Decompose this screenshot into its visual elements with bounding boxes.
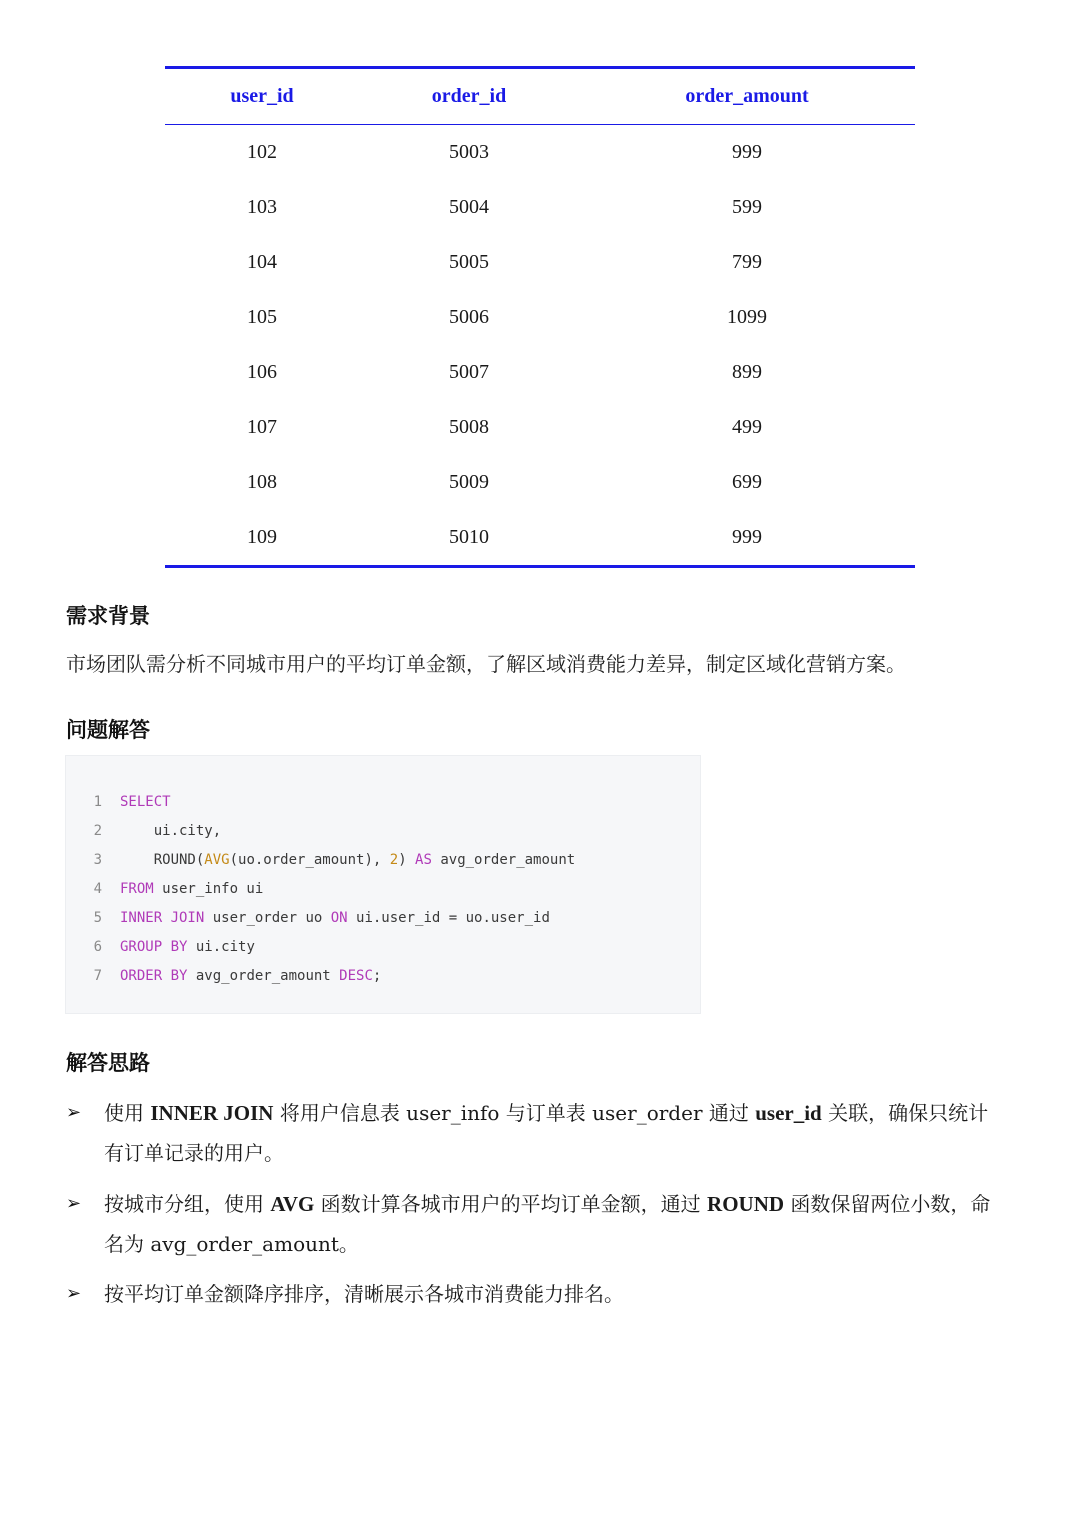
table-row (165, 400, 915, 455)
code-token: ON (330, 910, 348, 926)
code-token: ui.city (187, 939, 255, 955)
code-token: ROUND( (153, 852, 205, 868)
table-row (165, 455, 915, 510)
table-cell: 599 (732, 196, 762, 218)
bold-term: AVG (270, 1192, 315, 1216)
code-token: avg_order_amount (187, 968, 340, 984)
code-token: ui.user_id = uo.user_id (347, 910, 550, 926)
section-heading-answer: 问题解答 (66, 718, 150, 742)
code-line (66, 791, 171, 813)
bullet-text: 按城市分组，使用 AVG 函数计算各城市用户的平均订单金额，通过 ROUND 函数保留两位小数，命名为 avg_order_amount。 (104, 1192, 991, 1256)
line-number: 4 (93, 881, 102, 897)
code-token: ui.city, (153, 823, 222, 839)
table-cell: 1099 (727, 306, 767, 328)
code-token: user_order uo (204, 910, 331, 926)
code-line (66, 849, 575, 871)
table-header-row (165, 68, 915, 125)
table-cell: 102 (247, 141, 277, 163)
line-number: 2 (93, 823, 102, 839)
table-cell: 699 (732, 471, 762, 493)
code-token: INNER JOIN (120, 910, 205, 926)
code-token: DESC (339, 968, 373, 984)
table-cell: 5003 (449, 141, 489, 163)
code-token: FROM (120, 881, 154, 897)
bullet-item (66, 1093, 1006, 1173)
bullet-text: 按平均订单金额降序排序，清晰展示各城市消费能力排名。 (104, 1282, 624, 1306)
arrow-bullet-icon: ➢ (66, 1102, 82, 1123)
table-cell: 108 (247, 471, 277, 493)
code-line (66, 936, 255, 958)
table-row (165, 510, 915, 567)
code-token: AS (415, 852, 432, 868)
column-header: order_amount (579, 68, 915, 125)
table-cell: 105 (247, 306, 277, 328)
table-cell: 899 (732, 361, 762, 383)
table-cell: 5008 (449, 416, 489, 438)
sql-code-block[interactable] (65, 755, 701, 1014)
code-line (66, 878, 263, 900)
bold-term: INNER JOIN (150, 1101, 274, 1125)
code-token: user_info ui (153, 881, 264, 897)
table-row (165, 235, 915, 290)
table-cell: 5010 (449, 526, 489, 548)
column-header: order_id (359, 68, 579, 125)
table-cell: 5004 (449, 196, 489, 218)
table-cell: 499 (732, 416, 762, 438)
section-heading-approach: 解答思路 (66, 1051, 150, 1075)
code-token: AVG (204, 852, 230, 868)
code-line (66, 907, 550, 929)
table-cell: 5007 (449, 361, 489, 383)
bold-term: user_id (755, 1101, 822, 1125)
line-number: 7 (93, 968, 102, 984)
code-token: GROUP BY (120, 939, 188, 955)
section-heading-background: 需求背景 (66, 604, 150, 628)
table-cell: 107 (247, 416, 277, 438)
code-line (66, 820, 221, 842)
table-cell: 5006 (449, 306, 489, 328)
arrow-bullet-icon: ➢ (66, 1283, 82, 1304)
bold-term: ROUND (707, 1192, 785, 1216)
code-token: (uo.order_amount), (229, 852, 390, 868)
table-cell: 103 (247, 196, 277, 218)
table-cell: 104 (247, 251, 277, 273)
table-cell: 799 (732, 251, 762, 273)
code-token: avg_order_amount (431, 852, 576, 868)
table-cell: 109 (247, 526, 277, 548)
table-row (165, 345, 915, 400)
table-row (165, 125, 915, 181)
table-row (165, 290, 915, 345)
table-cell: 999 (732, 141, 762, 163)
line-number: 5 (93, 910, 102, 926)
line-number: 1 (93, 794, 102, 810)
table-cell: 106 (247, 361, 277, 383)
bullet-item (66, 1274, 1006, 1314)
code-line (66, 965, 381, 987)
arrow-bullet-icon: ➢ (66, 1193, 82, 1214)
code-token: 2 (389, 852, 399, 868)
background-text: 市场团队需分析不同城市用户的平均订单金额，了解区域消费能力差异，制定区域化营销方案。 (66, 652, 906, 676)
line-number: 3 (93, 852, 102, 868)
bullet-item (66, 1184, 1006, 1264)
code-token: ) (398, 852, 416, 868)
column-header: user_id (165, 68, 359, 125)
code-token: SELECT (120, 794, 171, 810)
table-row (165, 180, 915, 235)
table-cell: 999 (732, 526, 762, 548)
order-table (165, 66, 915, 568)
code-token: ORDER BY (120, 968, 188, 984)
table-cell: 5009 (449, 471, 489, 493)
bullet-text: 使用 INNER JOIN 将用户信息表 user_info 与订单表 user_order 通过 user_id 关联，确保只统计有订单记录的用户。 (104, 1101, 989, 1165)
code-token: ; (372, 968, 382, 984)
line-number: 6 (93, 939, 102, 955)
table-cell: 5005 (449, 251, 489, 273)
